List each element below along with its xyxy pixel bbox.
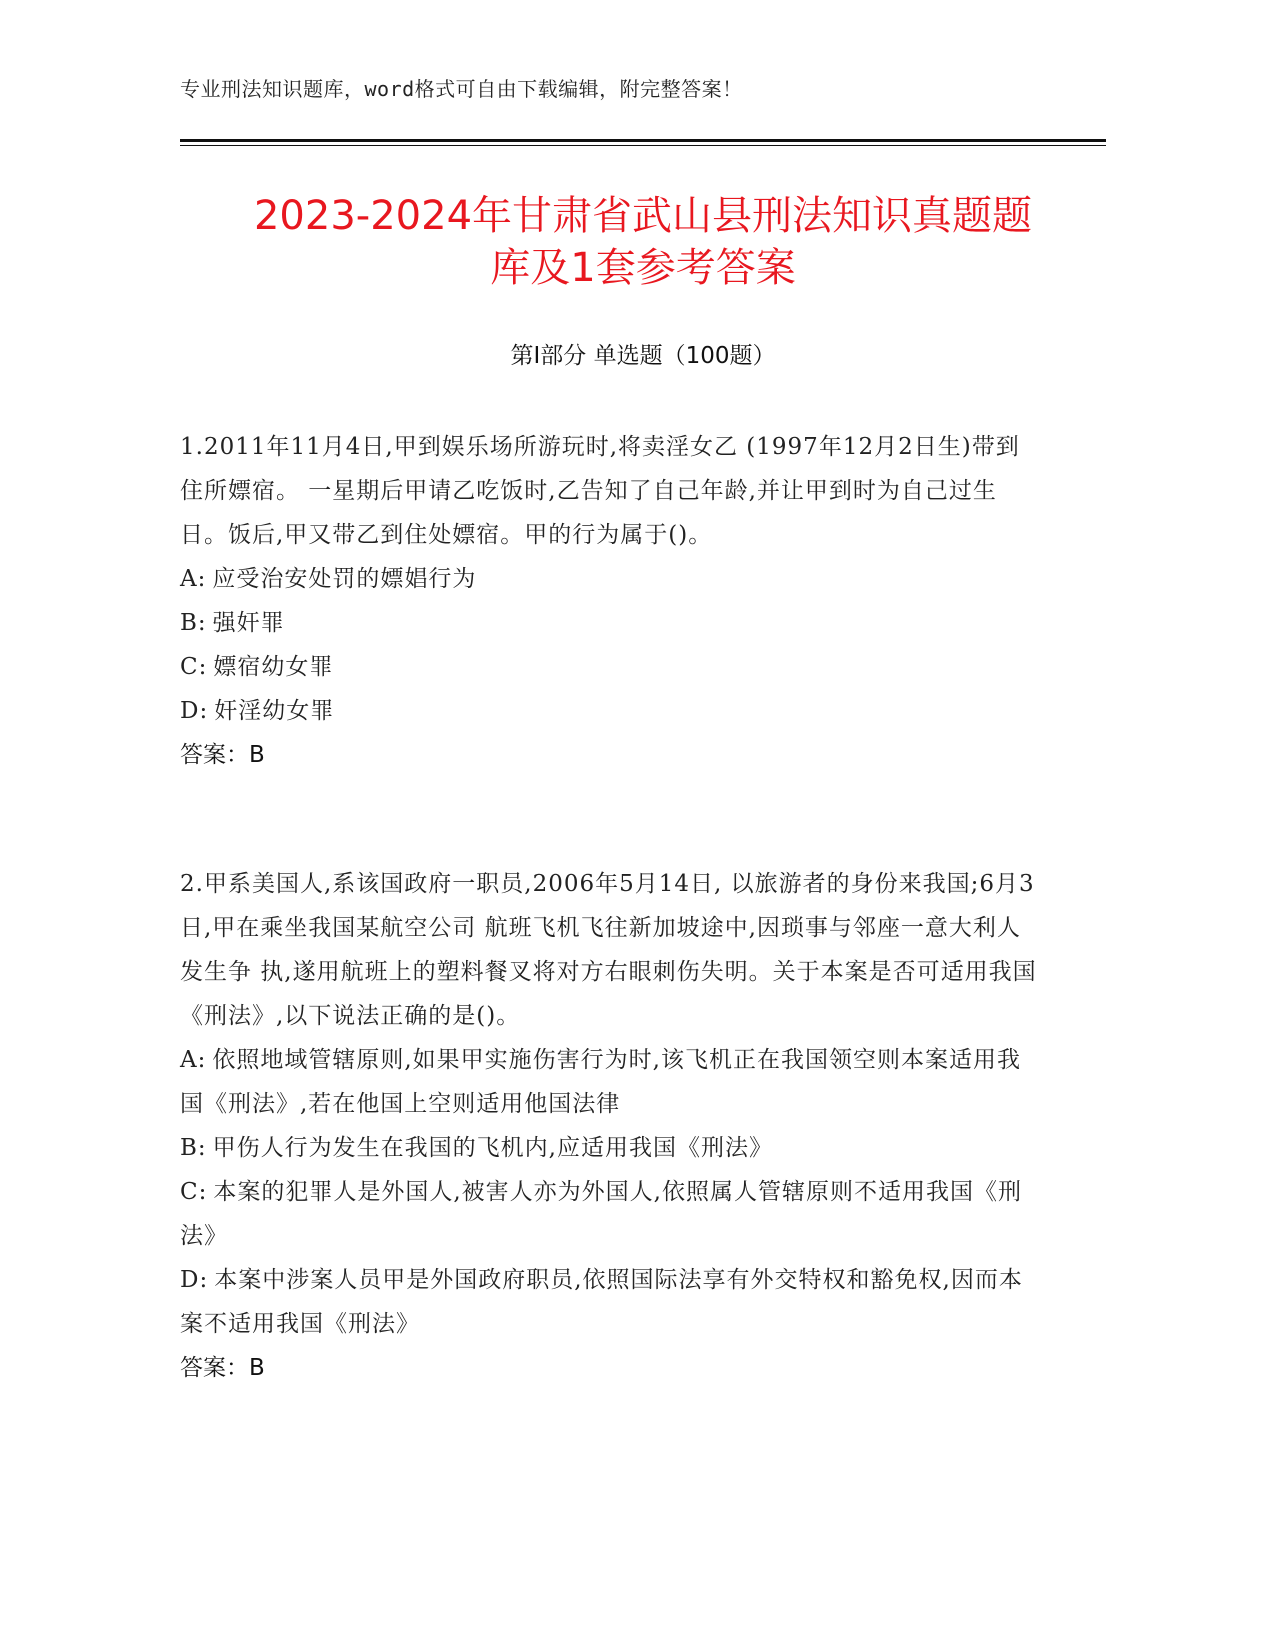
option-label: C: — [180, 1179, 208, 1205]
answer-line: 答案：B — [180, 742, 265, 768]
option-b — [180, 601, 1040, 645]
option-text: 本案的犯罪人是外国人,被害人亦为外国人,依照属人管辖原则不适用我国《刑法》 — [180, 1179, 1022, 1249]
answer-line: 答案：B — [180, 1355, 265, 1381]
option-text: 强奸罪 — [212, 610, 285, 636]
option-c — [180, 1170, 1040, 1258]
option-text: 嫖宿幼女罪 — [213, 654, 334, 680]
option-label: D: — [180, 698, 209, 724]
option-text: 奸淫幼女罪 — [214, 698, 335, 724]
option-a — [180, 557, 1040, 601]
option-b — [180, 1126, 1040, 1170]
section-heading: 第I部分 单选题（100题） — [510, 343, 776, 369]
header-rule-thin — [180, 145, 1106, 146]
option-text: 本案中涉案人员甲是外国政府职员,依照国际法享有外交特权和豁免权,因而本案不适用我国《刑法》 — [180, 1267, 1023, 1337]
option-text: 甲伤人行为发生在我国的飞机内,应适用我国《刑法》 — [212, 1135, 773, 1161]
option-a — [180, 1038, 1040, 1126]
option-d — [180, 1258, 1040, 1346]
question-1 — [180, 425, 1040, 777]
option-d — [180, 689, 1040, 733]
option-text: 应受治安处罚的嫖娼行为 — [212, 566, 477, 592]
title-line-2: 库及1套参考答案 — [490, 245, 796, 291]
title-line-1: 2023-2024年甘肃省武山县刑法知识真题题 — [253, 193, 1033, 239]
option-label: A: — [180, 566, 207, 592]
option-label: C: — [180, 654, 208, 680]
document-title — [170, 190, 1116, 294]
option-c — [180, 645, 1040, 689]
header-note: 专业刑法知识题库，word格式可自由下载编辑，附完整答案！ — [180, 77, 743, 101]
option-label: D: — [180, 1267, 209, 1293]
question-2 — [180, 862, 1040, 1390]
option-label: B: — [180, 1135, 207, 1161]
option-label: A: — [180, 1047, 207, 1073]
question-stem: 1.2011年11月4日,甲到娱乐场所游玩时,将卖淫女乙 (1997年12月2日生)带到住所嫖宿。 一星期后甲请乙吃饭时,乙告知了自己年龄,并让甲到时为自己过生日。饭后,甲又带乙到住处嫖宿。甲的行为属于()。 — [180, 434, 1020, 548]
question-stem: 2.甲系美国人,系该国政府一职员,2006年5月14日, 以旅游者的身份来我国;6月3日,甲在乘坐我国某航空公司 航班飞机飞往新加坡途中,因琐事与邻座一意大利人发生争 执,遂用航班上的塑料餐叉将对方右眼刺伤失明。关于本案是否可适用我国《刑法》,以下说法正确的是()。 — [180, 871, 1037, 1029]
option-label: B: — [180, 610, 207, 636]
option-text: 依照地域管辖原则,如果甲实施伤害行为时,该飞机正在我国领空则本案适用我国《刑法》,若在他国上空则适用他国法律 — [180, 1047, 1021, 1117]
header-rule-thick — [180, 139, 1106, 142]
